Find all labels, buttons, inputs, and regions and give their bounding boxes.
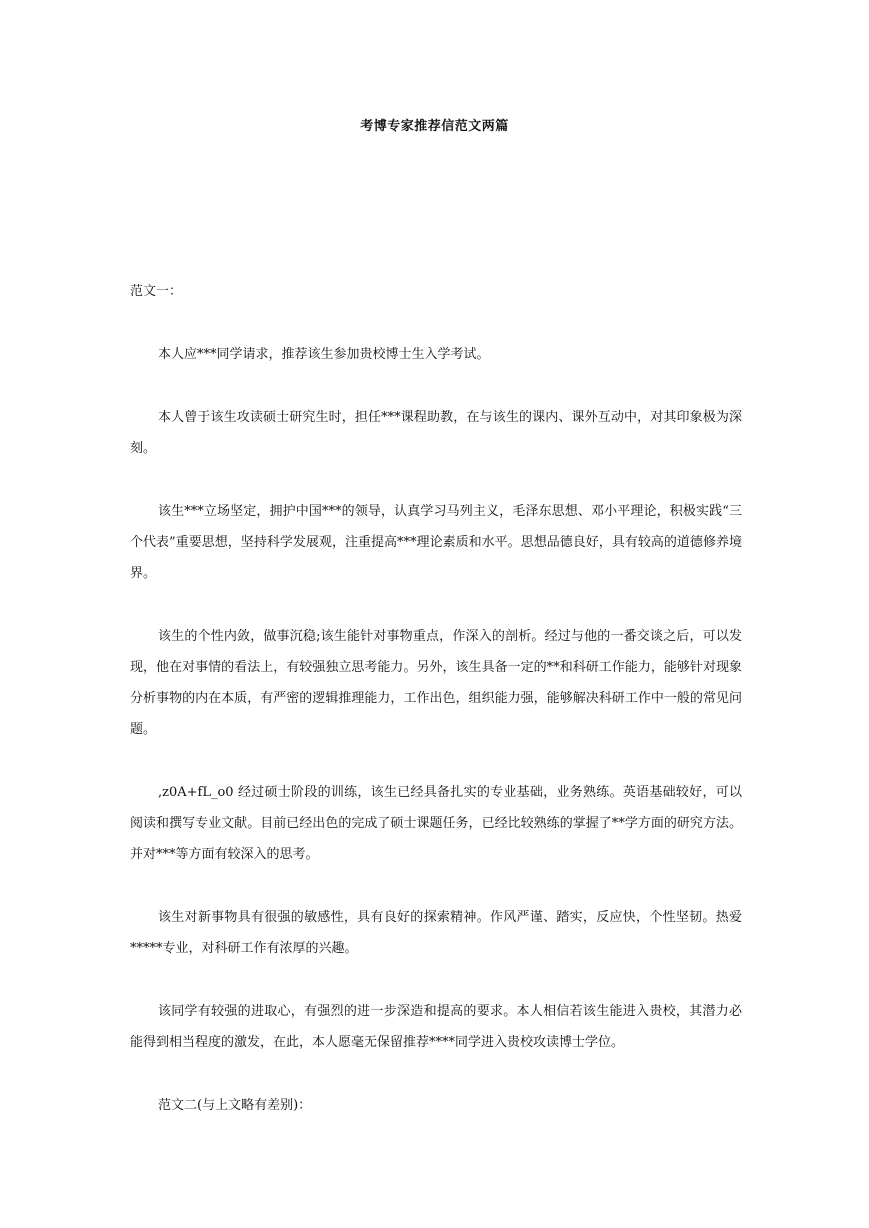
section-heading-sample-one: 范文一：: [130, 284, 183, 299]
paragraph-request: 本人应***同学请求，推荐该生参加贵校博士生入学考试。: [158, 347, 490, 362]
paragraph-exploration: 该生对新事物具有很强的敏感性，具有良好的探索精神。作风严谨、踏实，反应快，个性坚韧。热爱*****专业，对科研工作有浓厚的兴趣。: [130, 910, 742, 956]
paragraph-acquaintance: 本人曾于该生攻读硕士研究生时，担任***课程助教，在与该生的课内、课外互动中，对其印象极为深刻。: [130, 410, 742, 456]
section-heading-sample-two: 范文二(与上文略有差别)：: [158, 1098, 312, 1113]
paragraph-recommendation: 该同学有较强的进取心，有强烈的进一步深造和提高的要求。本人相信若该生能进入贵校，其潜力必能得到相当程度的激发，在此，本人愿毫无保留推荐****同学进入贵校攻读博士学位。: [130, 1004, 742, 1050]
paragraph-academic-foundation: ,z0A+fL_o0 经过硕士阶段的训练，该生已经具备扎实的专业基础，业务熟练。英语基础较好，可以阅读和撰写专业文献。目前已经出色的完成了硕士课题任务，已经比较熟练的掌握了**学方面的研究方法。并对***等方面有较深入的思考。: [130, 785, 742, 862]
paragraph-personality: 该生的个性内敛，做事沉稳;该生能针对事物重点，作深入的剖析。经过与他的一番交谈之后，可以发现，他在对事情的看法上，有较强独立思考能力。另外，该生具备一定的**和科研工作能力，能够针对现象分析事物的内在本质，有严密的逻辑推理能力，工作出色，组织能力强，能够解决科研工作中一般的常见问题。: [130, 629, 742, 737]
paragraph-political-stance: 该生***立场坚定，拥护中国***的领导，认真学习马列主义，毛泽东思想、邓小平理论，积极实践“三个代表”重要思想，坚持科学发展观，注重提高***理论素质和水平。思想品德良好，具有较高的道德修养境界。: [130, 504, 742, 581]
document-title: 考博专家推荐信范文两篇: [360, 119, 509, 134]
document-body: [130, 276, 742, 1153]
